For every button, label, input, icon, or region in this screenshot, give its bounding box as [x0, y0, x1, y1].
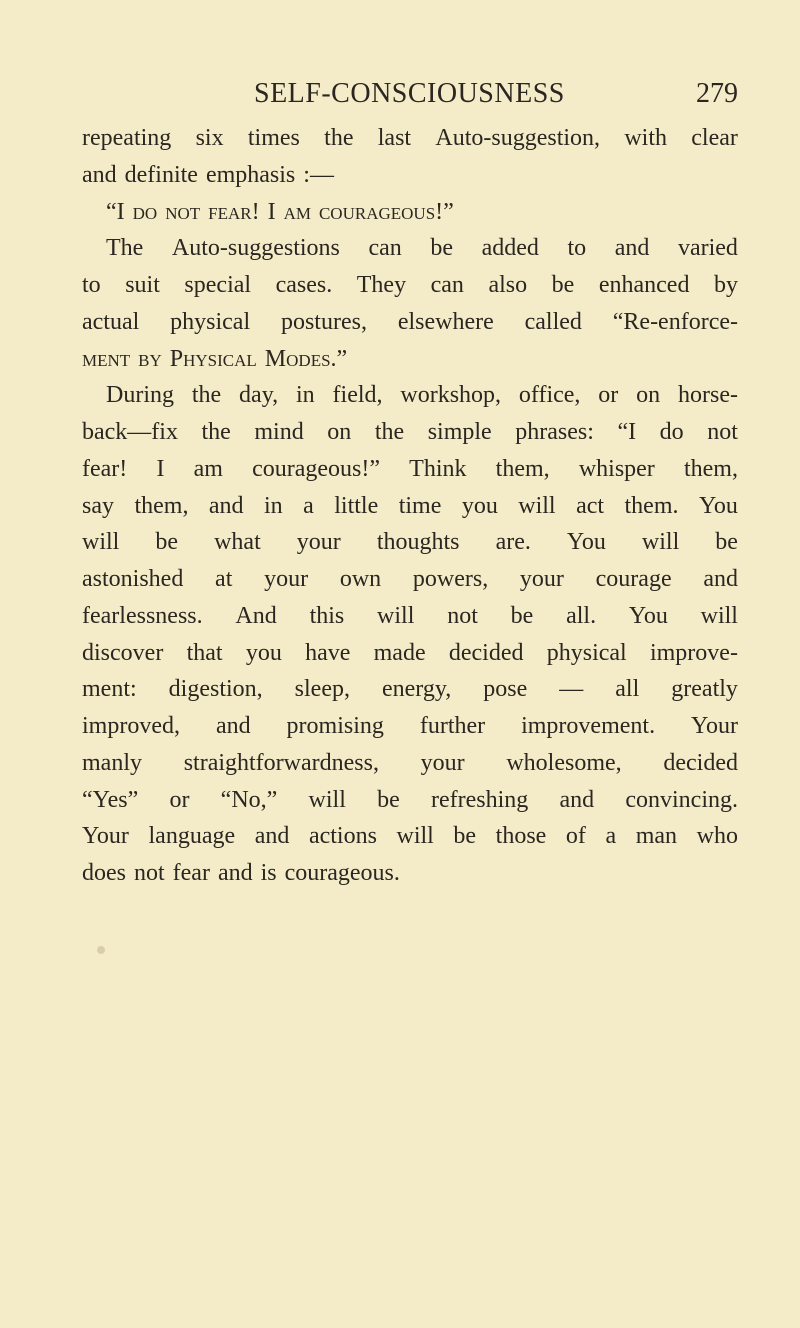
text-line: fearlessness. And this will not be all. You will	[82, 602, 738, 629]
text-line: ment: digestion, sleep, energy, pose — all greatly	[82, 676, 738, 703]
text-line: fear! I am courageous!” Think them, whisper them,	[82, 455, 738, 482]
text-line: actual physical postures, elsewhere called “Re-enforce-	[82, 308, 738, 335]
text-line: does not fear and is courageous.	[82, 860, 400, 886]
text-line: will be what your thoughts are. You will be	[82, 529, 738, 556]
text-line: manly straightforwardness, your wholesome, decided	[82, 749, 738, 776]
text-line: say them, and in a little time you will act them. You	[82, 492, 738, 519]
page-number: 279	[696, 78, 738, 109]
text-line: to suit special cases. They can also be enhanced by	[82, 272, 738, 298]
running-head: SELF-CONSCIOUSNESS	[254, 78, 565, 109]
text-line: The Auto-suggestions can be added to and varied	[106, 235, 738, 262]
text-line: “I do not fear! I am courageous!”	[106, 198, 454, 225]
text-line: back—fix the mind on the simple phrases: “I do not	[82, 419, 738, 445]
paper-speck	[97, 946, 105, 954]
text-line: During the day, in field, workshop, office, or on horse-	[106, 382, 738, 409]
text-line: “Yes” or “No,” will be refreshing and convincing.	[82, 786, 738, 813]
text-line: ment by Physical Modes.”	[82, 345, 348, 372]
page-header	[82, 74, 738, 114]
text-line: repeating six times the last Auto-suggestion, with clear	[82, 125, 738, 151]
text-line: discover that you have made decided physical improve-	[82, 639, 738, 666]
text-line: improved, and promising further improvement. Your	[82, 713, 738, 739]
text-line: and definite emphasis :—	[82, 161, 334, 188]
body-text	[82, 120, 738, 892]
text-line: astonished at your own powers, your courage and	[82, 566, 738, 592]
text-line: Your language and actions will be those of a man who	[82, 823, 738, 850]
